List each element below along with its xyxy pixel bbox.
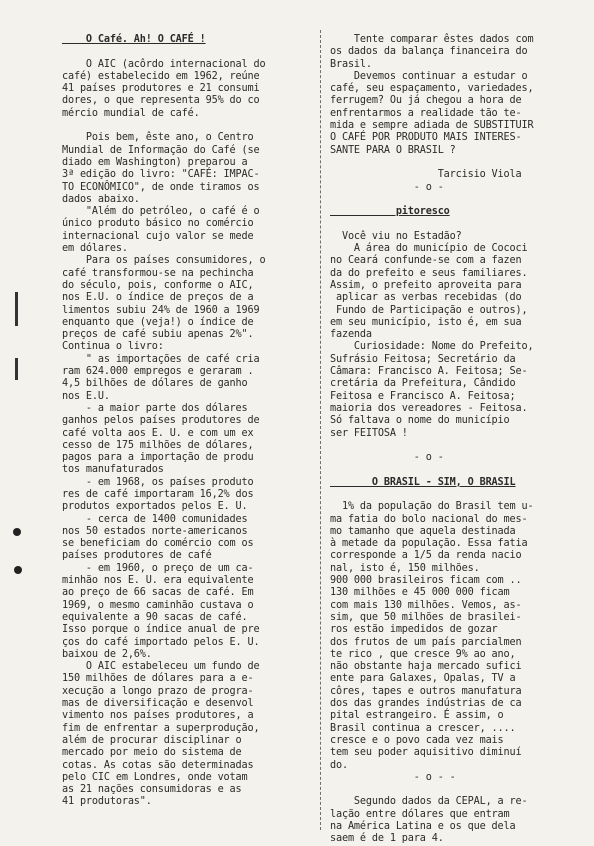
text-line: cotas. As cotas são determinadas (62, 759, 254, 771)
text-line: em seu município, isto é, em sua (330, 316, 522, 328)
text-line: enfrentarmos a realidade tão te- (330, 107, 522, 119)
text-line: 41 produtoras". (62, 796, 152, 808)
text-line: - cerca de 1400 comunidades (62, 513, 248, 525)
text-line: tos manufaturados (62, 464, 164, 476)
text-line: limentos subiu 24% de 1960 a 1969 (62, 304, 260, 316)
text-line: pelo CIC em Londres, onde votam (62, 771, 248, 783)
text-line: baixou de 2,6%. (62, 648, 152, 660)
text-line: produtos exportados pelos E. U. (62, 501, 248, 513)
text-line: além de procurar disciplinar o (62, 734, 242, 746)
text-line: te rico , que cresce 9% ao ano, (330, 648, 516, 660)
text-line: O Café. Ah! O CAFÉ ! (62, 34, 206, 45)
text-line: O CAFÉ POR PRODUTO MAIS INTERES- (330, 132, 522, 144)
text-line: Isso porque o índice anual de pre (62, 624, 260, 636)
text-line (330, 784, 588, 796)
text-line: Curiosidade: Nome do Prefeito, (330, 341, 534, 353)
text-line: O AIC estabeleceu um fundo de (62, 661, 260, 673)
text-line: pital estrangeiro. É assim, o (330, 710, 504, 722)
text-line: SANTE PARA O BRASIL ? (330, 144, 456, 156)
text-line: Mundial de Informação do Café (se (62, 144, 260, 156)
text-line: dos frutos de um país parcialmen (330, 636, 522, 648)
text-line (330, 489, 588, 501)
text-line: - a maior parte dos dólares (62, 402, 248, 414)
text-line: pitoresco (330, 206, 450, 218)
text-line: - em 1968, os países produto (62, 476, 254, 488)
text-line: "Além do petróleo, o café é o (62, 206, 260, 218)
text-line: se beneficiam do comércio com os (62, 538, 254, 550)
text-line: - em 1960, o preço de um ca- (62, 562, 254, 574)
text-line: 3ª edição do livro: "CAFÉ: IMPAC- (62, 169, 260, 181)
text-line: 4,5 bilhões de dólares de ganho (62, 378, 248, 390)
text-line: fazenda (330, 329, 372, 341)
text-line: tem seu poder aquisitivo diminuí (330, 747, 522, 759)
text-line: da do prefeito e seus familiares. (330, 267, 528, 279)
text-line: nal, isto é, 150 milhões. (330, 562, 480, 574)
text-line: Brasil continua a crescer, .... (330, 722, 516, 734)
text-line: preços de café subiu apenas 2%". (62, 329, 254, 341)
text-line: O AIC (acôrdo internacional do (62, 58, 266, 70)
text-line: café volta aos E. U. e com um ex (62, 427, 254, 439)
text-line: com mais 130 milhões. Vemos, as- (330, 599, 522, 611)
text-line: minhão nos E. U. era equivalente (62, 575, 254, 587)
margin-mark (15, 292, 18, 326)
punch-hole (13, 528, 21, 536)
text-line: - o - - (330, 771, 456, 783)
text-line: dos das grandes indústrias de ca (330, 698, 522, 710)
text-line: 1% da população do Brasil tem u- (330, 501, 534, 513)
text-line: Tente comparar êstes dados com (330, 34, 534, 45)
text-line: - o - (330, 452, 444, 464)
text-line: Feitosa e Francisco A. Feitosa; (330, 390, 516, 402)
text-line: cresce e o povo cada vez mais (330, 734, 504, 746)
left-column (62, 34, 324, 809)
text-line: 150 milhões de dólares para a e- (62, 673, 254, 685)
text-line: ram 624.000 empregos e geraram . (62, 366, 254, 378)
text-line: Para os países consumidores, o (62, 255, 266, 267)
text-line: na América Latina e os que dela (330, 821, 516, 832)
text-line: os dados da balança financeira do (330, 46, 528, 58)
text-line (330, 218, 588, 230)
text-line: diado em Washington) preparou a (62, 156, 248, 168)
text-line: único produto básico no comércio (62, 218, 254, 230)
text-line: ros estão impedidos de gozar (330, 624, 498, 636)
text-line: 41 países produtores e 21 consumi (62, 83, 260, 95)
text-line: Continua o livro: (62, 341, 164, 353)
text-line: do. (330, 759, 348, 771)
text-line: Câmara: Francisco A. Feitosa; Se- (330, 366, 528, 378)
text-line: países produtores de café (62, 550, 212, 562)
text-line: cesso de 175 milhões de dólares, (62, 439, 254, 451)
text-line: sim, que 50 milhões de brasilei- (330, 611, 522, 623)
text-line: xecução a longo prazo de progra- (62, 685, 254, 697)
text-line: Tarcisio Viola (330, 169, 522, 181)
text-line (330, 194, 588, 206)
text-line: aplicar as verbas recebidas (do (330, 292, 522, 304)
text-line: nos 50 estados norte-americanos (62, 525, 248, 537)
text-line: em dólares. (62, 243, 128, 255)
text-line: Assim, o prefeito aproveita para (330, 279, 522, 291)
text-line: O BRASIL - SIM, O BRASIL (330, 476, 516, 488)
text-line: nos E.U. (62, 390, 110, 402)
text-line: ferrugem? Ou já chegou a hora de (330, 95, 522, 107)
text-line: dores, o que representa 95% do co (62, 95, 260, 107)
text-line: nos E.U. o índice de preços de a (62, 292, 254, 304)
text-line: ente para Galaxes, Opalas, TV a (330, 673, 516, 685)
text-line (330, 464, 588, 476)
text-line: no Ceará confunde-se com a fazen (330, 255, 522, 267)
text-line: Brasil. (330, 58, 372, 70)
text-line: Segundo dados da CEPAL, a re- (330, 796, 528, 808)
text-line: A área do município de Cococi (330, 243, 528, 255)
text-line: cretária da Prefeitura, Cândido (330, 378, 516, 390)
text-line (330, 157, 588, 169)
text-line: não obstante haja mercado sufici (330, 661, 522, 673)
text-line: as 21 nações consumidoras e as (62, 784, 242, 796)
right-column (330, 34, 588, 846)
text-line: " as importações de café cria (62, 353, 260, 365)
margin-mark (15, 358, 18, 380)
text-line: dados abaixo. (62, 193, 140, 205)
text-line: café transformou-se na pechincha (62, 267, 254, 279)
text-line: fim de enfrentar a superprodução, (62, 722, 260, 734)
text-line: maioria dos vereadores - Feitosa. (330, 402, 528, 414)
text-line: ma fatia do bolo nacional do mes- (330, 513, 528, 525)
text-line: internacional cujo valor se mede (62, 230, 254, 242)
text-line: Só faltava o nome do município (330, 415, 510, 427)
text-line (330, 440, 588, 452)
text-line: 130 milhões e 45 000 000 ficam (330, 587, 510, 599)
text-line: 1969, o mesmo caminhão custava o (62, 599, 254, 611)
text-line: - o - (330, 181, 444, 193)
punch-hole (14, 566, 22, 574)
text-line: mas de diversificação e desenvol (62, 698, 254, 710)
text-line: Sufrásio Feitosa; Secretário da (330, 353, 516, 365)
text-line: equivalente a 90 sacas de café. (62, 611, 248, 623)
text-line: Você viu no Estadão? (330, 230, 462, 242)
text-line: ao preço de 66 sacas de café. Em (62, 587, 254, 599)
text-line: Pois bem, êste ano, o Centro (62, 132, 254, 144)
text-line: do século, pois, conforme o AIC, (62, 279, 254, 291)
text-line: lação entre dólares que entram (330, 808, 510, 820)
text-line: mércio mundial de café. (62, 107, 200, 119)
text-line: Fundo de Participação e outros), (330, 304, 528, 316)
text-line: ganhos pelos países produtores de (62, 415, 260, 427)
text-line: mo tamanho que aquela destinada (330, 525, 516, 537)
text-line: mercado por meio do sistema de (62, 747, 242, 759)
text-line (62, 46, 324, 58)
text-line: café) estabelecido em 1962, reúne (62, 70, 260, 82)
text-line: ços do café importado pelos E. U. (62, 636, 260, 648)
text-line (62, 120, 324, 132)
text-line: mida e sempre adiada de SUBSTITUIR (330, 120, 534, 132)
text-line: saem é de 1 para 4. (330, 833, 444, 845)
text-line: res de café importaram 16,2% dos (62, 488, 254, 500)
text-line: ser FEITOSA ! (330, 427, 408, 439)
text-line: café, seu espaçamento, variedades, (330, 83, 534, 95)
text-line: côres, tapes e outros manufatura (330, 685, 522, 697)
text-line: à metade da população. Essa fatia (330, 538, 528, 550)
text-line: pagos para a importação de produ (62, 452, 254, 464)
text-line: enquanto que (veja!) o índice de (62, 316, 254, 328)
text-line: corresponde a 1/5 da renda nacio (330, 550, 522, 562)
text-line: vimento nos países produtores, a (62, 710, 254, 722)
text-line: Devemos continuar a estudar o (330, 70, 528, 82)
text-line: TO ECONÔMICO", de onde tiramos os (62, 181, 260, 193)
text-line: 900 000 brasileiros ficam com .. (330, 575, 522, 587)
